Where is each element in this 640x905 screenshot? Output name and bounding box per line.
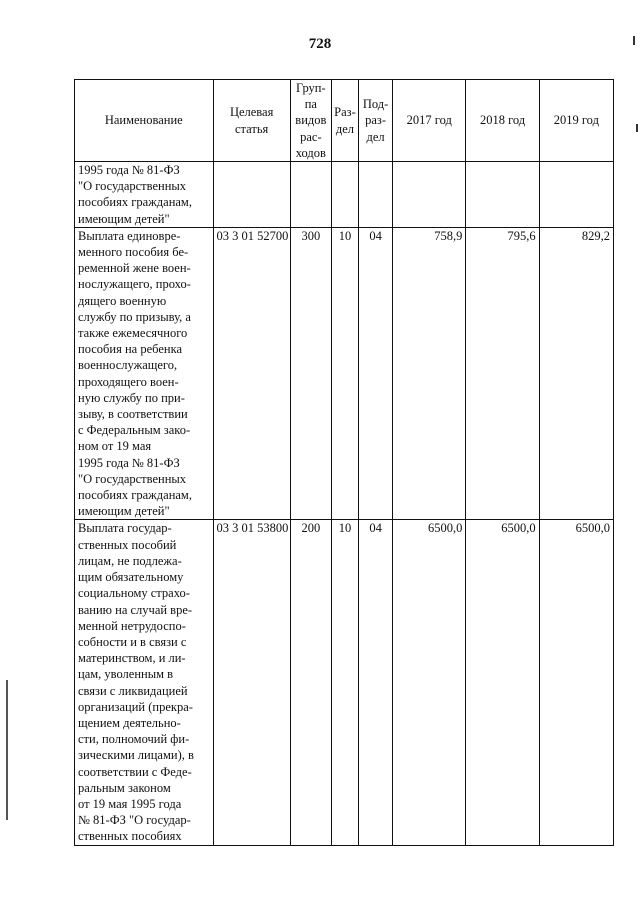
row-name-line: военнослужащего, [78,358,178,373]
row-name-line: организаций (прекра- [78,699,193,714]
row-value-2017: 758,9 [393,227,466,520]
row-name-line: социальному страхо- [78,586,190,601]
header-subsection-line: дел [366,129,385,144]
row-section: 10 [331,227,358,520]
header-name: Наименование [75,80,214,162]
row-value-2019 [539,162,613,228]
row-name-line: ванию на случай вре- [78,602,193,617]
row-name-line: пособиях гражданам, [78,195,192,210]
table-row [75,162,614,228]
row-name-line: менного пособия бе- [78,245,189,260]
row-name-line: также ежемесячного [78,326,188,341]
row-name-line: № 81-ФЗ "О государ- [78,813,191,828]
row-name-line: лицам, не подлежа- [78,553,182,568]
row-name-line: пособиях гражданам, [78,488,192,503]
row-target-article: 03 3 01 52700 [213,227,290,520]
row-name-line: ральным законом [78,780,171,795]
row-name-line: нослужащего, прохо- [78,277,191,292]
row-subsection: 04 [359,520,393,845]
row-name-line: материнством, и ли- [78,651,186,666]
row-expense-group: 300 [290,227,331,520]
row-name-line: щением деятельно- [78,715,181,730]
table-row [75,227,614,520]
header-subsection-line: Под- [362,97,389,112]
header-section [331,80,358,162]
row-name-line: имеющим детей" [78,504,170,519]
row-name-line: имеющим детей" [78,211,170,226]
row-subsection: 04 [359,227,393,520]
page-number: 728 [308,36,332,52]
row-name-cell [75,520,214,845]
header-group-line: рас- [300,129,322,144]
row-name-line: ременной жене воен- [78,261,191,276]
row-value-2017 [393,162,466,228]
row-name-line: зыву, в соответствии [78,407,188,422]
row-name-line: "О государственных [78,179,187,194]
row-name-line: цам, уволенным в [78,667,174,682]
table-body [75,162,614,846]
row-name-line: связи с ликвидацией [78,683,188,698]
row-expense-group [290,162,331,228]
header-2019: 2019 год [539,80,613,162]
row-value-2018: 6500,0 [466,520,539,845]
header-subsection-line: раз- [365,113,387,128]
header-expense-group [290,80,331,162]
header-group-line: па [304,97,317,112]
row-name-line: пособия на ребенка [78,342,182,357]
row-name-line: ную службу по при- [78,390,185,405]
header-subsection [359,80,393,162]
row-name-line: Выплата единовре- [78,228,181,243]
row-value-2019: 6500,0 [539,520,613,845]
header-target-line: статья [234,121,269,136]
row-name-cell [75,227,214,520]
row-value-2018 [466,162,539,228]
header-2018: 2018 год [466,80,539,162]
row-name-line: щим обязательному [78,570,184,585]
row-name-line: дящего военную [78,293,167,308]
row-name-line: 1995 года № 81-ФЗ [78,163,180,178]
scan-mark-top [633,36,635,45]
row-section [331,162,358,228]
row-name-line: ном от 19 мая [78,439,152,454]
row-value-2019: 829,2 [539,227,613,520]
row-name-line: ственных пособиях [78,829,182,844]
row-target-article [213,162,290,228]
row-target-article: 03 3 01 53800 [213,520,290,845]
row-name-line: проходящего воен- [78,374,179,389]
row-name-line: от 19 мая 1995 года [78,796,182,811]
header-target-line: Целевая [229,105,274,120]
row-name-line: менной нетрудоспо- [78,618,186,633]
row-name-line: сти, полномочий фи- [78,732,190,747]
header-group-line: видов [295,113,327,128]
row-name-line: "О государственных [78,471,187,486]
row-name-line: зическими лицами), в [78,748,194,763]
table-row [75,520,614,845]
table-header-row [75,80,614,162]
row-section: 10 [331,520,358,845]
header-section-line: Раз- [334,105,356,120]
row-name-line: ственных пособий [78,537,177,552]
budget-table [74,79,614,846]
header-group-line: Груп- [296,81,326,95]
row-name-line: собности и в связи с [78,634,187,649]
row-name-line: с Федеральным зако- [78,423,191,438]
header-group-line: ходов [295,145,326,160]
scan-mark-left [6,680,8,820]
scan-mark-mid [636,124,638,132]
row-name-cell [75,162,214,228]
row-name-line: 1995 года № 81-ФЗ [78,455,180,470]
row-expense-group: 200 [290,520,331,845]
row-name-line: службу по призыву, а [78,309,191,324]
row-subsection [359,162,393,228]
header-section-line: дел [335,121,355,136]
row-value-2018: 795,6 [466,227,539,520]
header-2017: 2017 год [393,80,466,162]
row-name-line: соответствии с Феде- [78,764,192,779]
row-value-2017: 6500,0 [393,520,466,845]
header-target-article [213,80,290,162]
row-name-line: Выплата государ- [78,521,172,536]
